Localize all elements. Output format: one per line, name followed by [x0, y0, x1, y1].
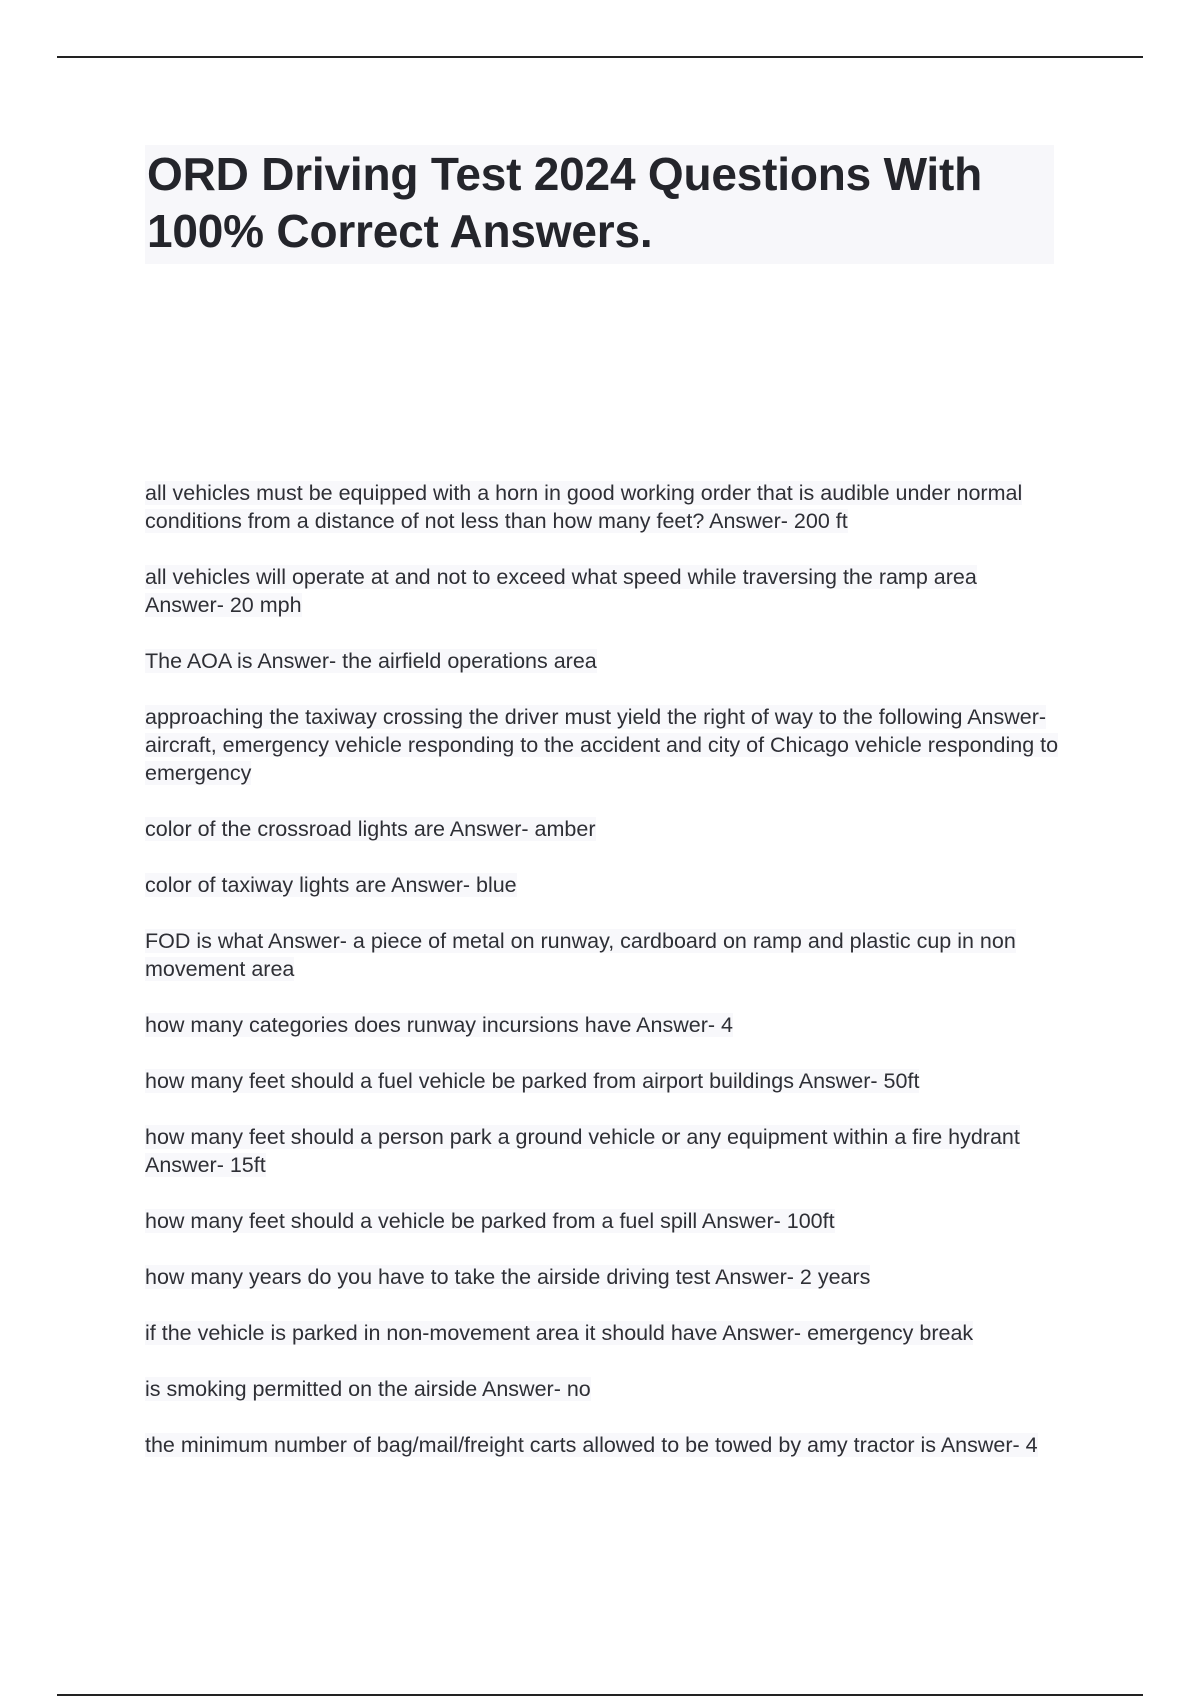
- qa-item: [145, 1263, 1060, 1291]
- qa-text: all vehicles must be equipped with a horn in good working order that is audible under normal conditions from a distance of not less than how many feet? Answer- 200 ft: [145, 481, 1023, 533]
- qa-item: [145, 815, 1060, 843]
- qa-text: FOD is what Answer- a piece of metal on runway, cardboard on ramp and plastic cup in non movement area: [145, 929, 1016, 981]
- qa-text: the minimum number of bag/mail/freight carts allowed to be towed by amy tractor is Answer- 4: [145, 1433, 1038, 1457]
- qa-text: The AOA is Answer- the airfield operations area: [145, 649, 597, 673]
- qa-item: [145, 1431, 1060, 1459]
- qa-item: [145, 1123, 1060, 1179]
- qa-item: [145, 1067, 1060, 1095]
- qa-item: [145, 871, 1060, 899]
- qa-item: [145, 479, 1060, 535]
- qa-item: [145, 1319, 1060, 1347]
- qa-item: [145, 703, 1060, 787]
- qa-text: is smoking permitted on the airside Answer- no: [145, 1377, 591, 1401]
- qa-item: [145, 1011, 1060, 1039]
- qa-item: [145, 1375, 1060, 1403]
- qa-text: color of the crossroad lights are Answer- amber: [145, 817, 596, 841]
- qa-text: how many years do you have to take the airside driving test Answer- 2 years: [145, 1265, 871, 1289]
- qa-item: [145, 927, 1060, 983]
- bottom-rule: [57, 1694, 1143, 1696]
- qa-item: [145, 1207, 1060, 1235]
- qa-text: how many feet should a fuel vehicle be parked from airport buildings Answer- 50ft: [145, 1069, 920, 1093]
- qa-text: approaching the taxiway crossing the driver must yield the right of way to the following Answer- aircraft, emergency vehicle responding to the accident and city of Chicago vehicle responding to emergency: [145, 705, 1059, 785]
- document-title: ORD Driving Test 2024 Questions With 100% Correct Answers.: [147, 148, 983, 257]
- qa-item: [145, 563, 1060, 619]
- qa-text: how many categories does runway incursions have Answer- 4: [145, 1013, 733, 1037]
- qa-text: how many feet should a person park a ground vehicle or any equipment within a fire hydrant Answer- 15ft: [145, 1125, 1020, 1177]
- title-block: [145, 145, 1054, 264]
- top-rule: [57, 56, 1143, 58]
- qa-text: how many feet should a vehicle be parked from a fuel spill Answer- 100ft: [145, 1209, 835, 1233]
- qa-item: [145, 647, 1060, 675]
- qa-list: [145, 479, 1060, 1487]
- qa-text: color of taxiway lights are Answer- blue: [145, 873, 517, 897]
- qa-text: all vehicles will operate at and not to exceed what speed while traversing the ramp area Answer- 20 mph: [145, 565, 977, 617]
- qa-text: if the vehicle is parked in non-movement area it should have Answer- emergency break: [145, 1321, 974, 1345]
